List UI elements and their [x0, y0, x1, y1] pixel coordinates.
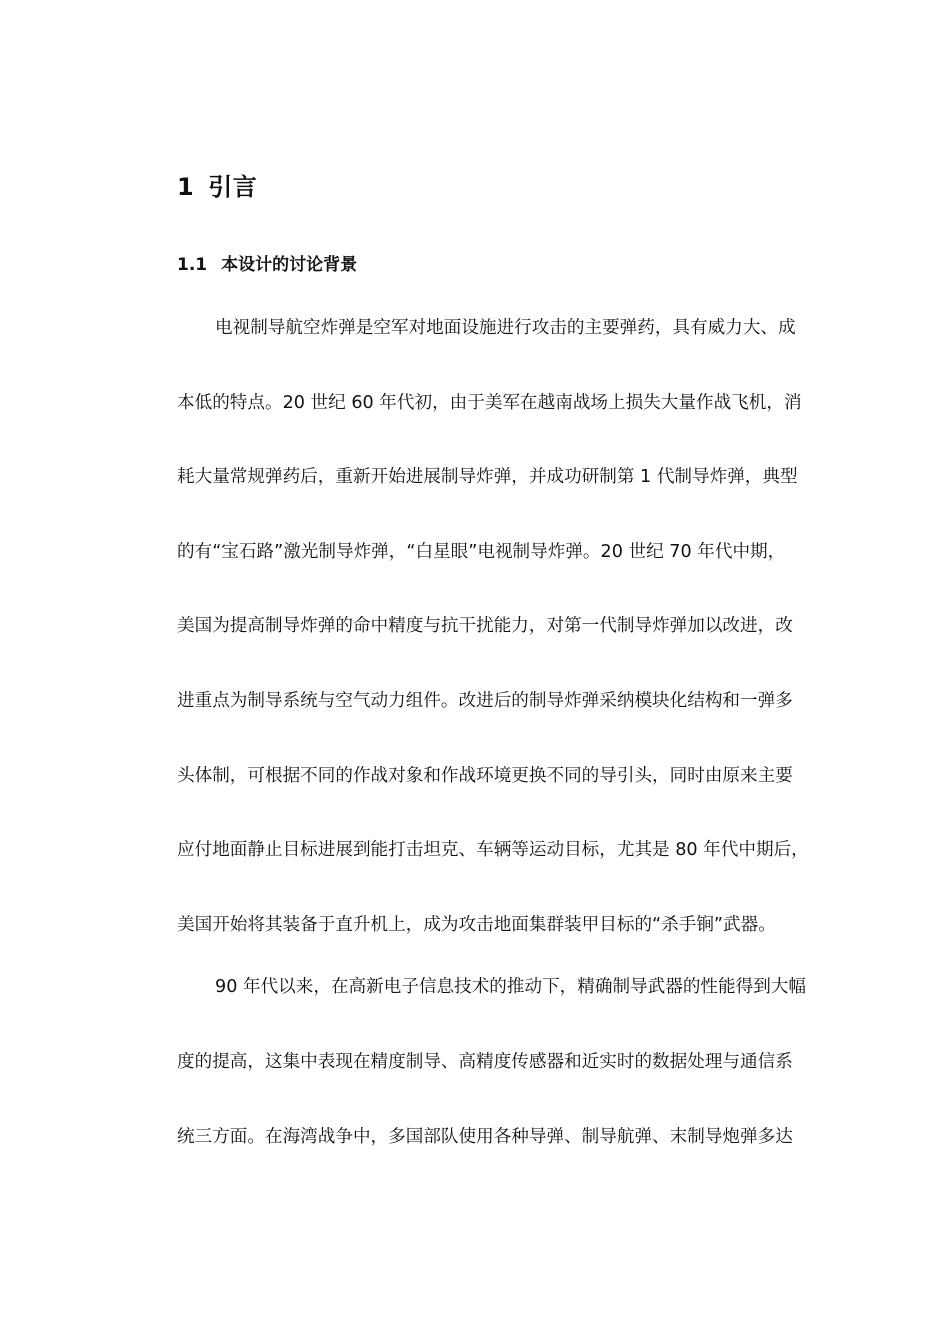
- paragraph-line: 美国开始将其装备于直升机上，成为攻击地面集群装甲目标的“杀手锏”武器。: [177, 915, 776, 935]
- paragraph-line: 90 年代以来，在高新电子信息技术的推动下，精确制导武器的性能得到大幅: [215, 977, 806, 997]
- paragraph-line: 统三方面。在海湾战争中，多国部队使用各种导弹、制导航弹、末制导炮弹多达: [177, 1127, 793, 1147]
- paragraph-line: 进重点为制导系统与空气动力组件。改进后的制导炸弹采纳模块化结构和一弹多: [177, 691, 793, 711]
- paragraph-line: 的有“宝石路”激光制导炸弹，“白星眼”电视制导炸弹。20 世纪 70 年代中期，: [177, 542, 786, 562]
- chapter-number: 1: [177, 173, 195, 201]
- section-number: 1.1: [177, 255, 208, 275]
- paragraph-line: 电视制导航空炸弹是空军对地面设施进行攻击的主要弹药，具有威力大、成: [215, 318, 796, 338]
- chapter-heading: [177, 170, 257, 204]
- chapter-title: 引言: [208, 173, 258, 201]
- paragraph-line: 耗大量常规弹药后，重新开始进展制导炸弹，并成功研制第 1 代制导炸弹，典型: [177, 467, 798, 487]
- section-heading: [177, 252, 357, 278]
- paragraph-line: 头体制，可根据不同的作战对象和作战环境更换不同的导引头，同时由原来主要: [177, 766, 793, 786]
- section-title: 本设计的讨论背景: [221, 255, 358, 275]
- paragraph-line: 度的提高，这集中表现在精度制导、高精度传感器和近实时的数据处理与通信系: [177, 1052, 793, 1072]
- paragraph-line: 本低的特点。20 世纪 60 年代初，由于美军在越南战场上损失大量作战飞机，消: [177, 393, 802, 413]
- paragraph-line: 应付地面静止目标进展到能打击坦克、车辆等运动目标，尤其是 80 年代中期后，: [177, 840, 809, 860]
- paragraph-line: 美国为提高制导炸弹的命中精度与抗干扰能力，对第一代制导炸弹加以改进，改: [177, 616, 793, 636]
